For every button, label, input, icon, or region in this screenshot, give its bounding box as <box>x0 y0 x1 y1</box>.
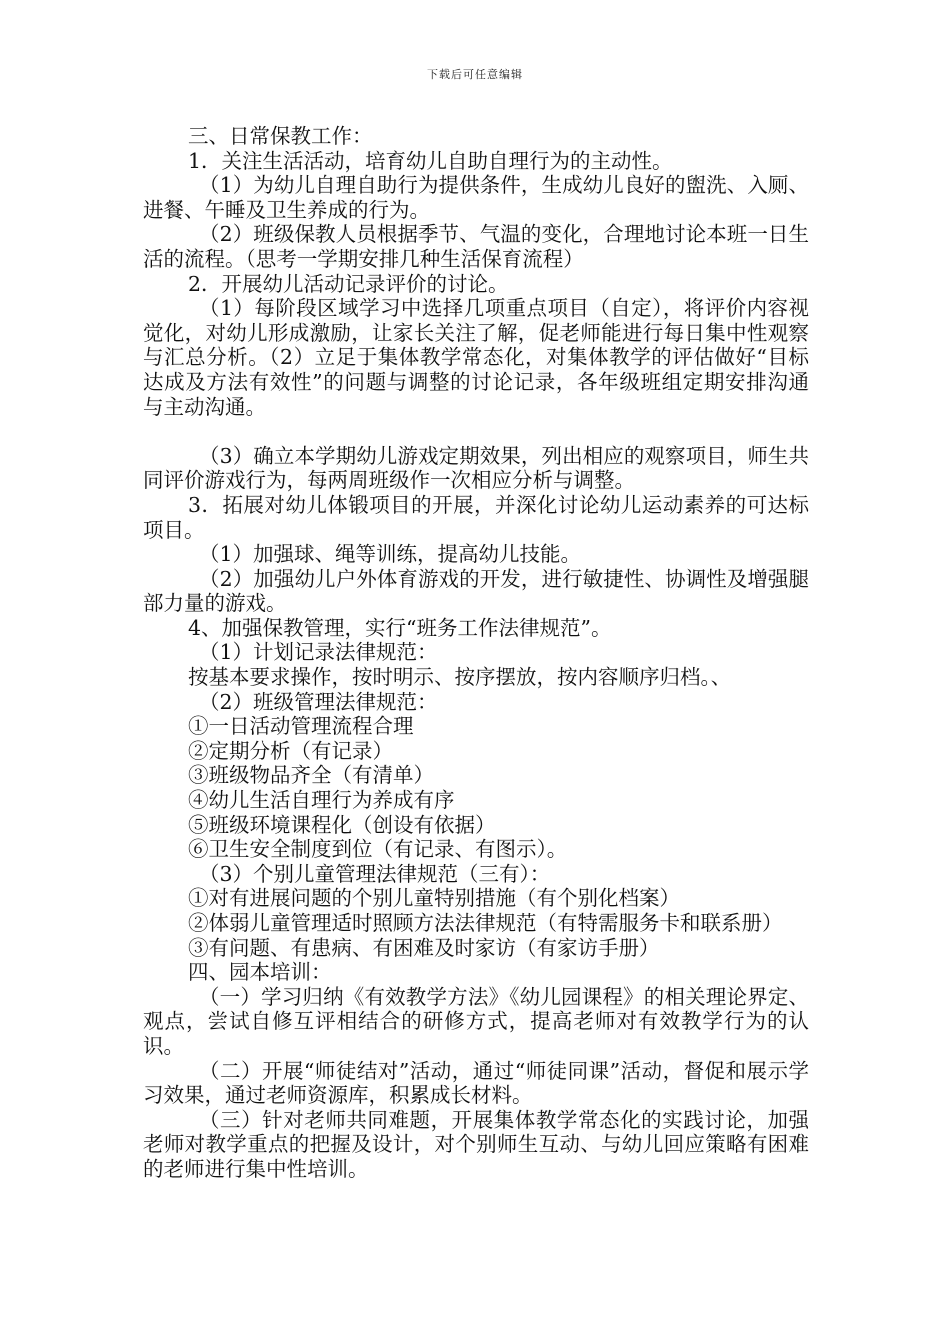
list-item: ②体弱儿童管理适时照顾方法法律规范（有特需服务卡和联系册） <box>188 911 783 935</box>
paragraph: （1）每阶段区域学习中选择几项重点项目（自定），将评价内容视觉化，对幼儿形成激励，让家长关注了解，促老师能进行每日集中性观察与汇总分析。（2）立足于集体教学常态化，对集体教学的评估做好“目标达成及方法有效性”的问题与调整的讨论记录，各年级班组定期安排沟通与主动沟通。 <box>143 296 809 419</box>
document-body <box>143 124 809 1182</box>
page-header: 下载后可任意编辑 <box>427 68 523 81</box>
blank-line <box>143 419 809 444</box>
paragraph: （二）开展“师徒结对”活动，通过“师徒同课”活动，督促和展示学习效果，通过老师资源库，积累成长材料。 <box>143 1058 809 1108</box>
section-heading-daily-care: 三、日常保教工作： <box>188 124 373 148</box>
list-item: ⑤班级环境课程化（创设有依据） <box>188 812 496 837</box>
paragraph: （1）为幼儿自理自助行为提供条件，生成幼儿良好的盥洗、入厕、进餐、午睡及卫生养成的行为。 <box>143 173 809 222</box>
section-heading-training: 四、园本培训： <box>188 960 332 985</box>
list-item: ①一日活动管理流程合理 <box>188 714 414 739</box>
paragraph: （1）加强球、绳等训练，提高幼儿技能。 <box>199 542 582 567</box>
paragraph: 2．开展幼儿活动记录评价的讨论。 <box>188 271 509 296</box>
paragraph: （一）学习归纳《有效教学方法》《幼儿园课程》的相关理论界定、观点，尝试自修互评相结合的研修方式，提高老师对有效教学行为的认识。 <box>143 984 809 1058</box>
paragraph: （3）确立本学期幼儿游戏定期效果，列出相应的观察项目，师生共同评价游戏行为，每两周班级作一次相应分析与调整。 <box>143 443 809 493</box>
list-item: ④幼儿生活自理行为养成有序 <box>188 788 455 813</box>
paragraph: （2）班级管理法律规范： <box>199 689 438 714</box>
paragraph: （三）针对老师共同难题，开展集体教学常态化的实践讨论，加强老师对教学重点的把握及设计，对个别师生互动、与幼儿回应策略有困难的老师进行集中性培训。 <box>143 1107 809 1181</box>
paragraph: （3）个别儿童管理法律规范（三有）： <box>199 861 551 886</box>
paragraph: 按基本要求操作，按时明示、按序摆放，按内容顺序归档。、 <box>188 665 732 690</box>
paragraph: 4、加强保教管理，实行“班务工作法律规范”。 <box>188 615 612 640</box>
list-item: ②定期分析（有记录） <box>188 738 393 763</box>
list-item: ③有问题、有患病、有困难及时家访（有家访手册） <box>188 935 660 960</box>
list-item: ③班级物品齐全（有清单） <box>188 763 434 788</box>
paragraph: （2）加强幼儿户外体育游戏的开发，进行敏捷性、协调性及增强腿部力量的游戏。 <box>143 566 809 616</box>
paragraph: 1．关注生活活动，培育幼儿自助自理行为的主动性。 <box>188 148 673 173</box>
list-item: ①对有进展问题的个别儿童特别措施（有个别化档案） <box>188 886 680 911</box>
paragraph: （1）计划记录法律规范： <box>199 640 438 665</box>
paragraph: （2）班级保教人员根据季节、气温的变化，合理地讨论本班一日生活的流程。（思考一学期安排几种生活保育流程） <box>143 222 809 271</box>
paragraph: 3．拓展对幼儿体锻项目的开展，并深化讨论幼儿运动素养的可达标项目。 <box>143 492 809 542</box>
list-item: ⑥卫生安全制度到位（有记录、有图示）。 <box>188 837 568 862</box>
